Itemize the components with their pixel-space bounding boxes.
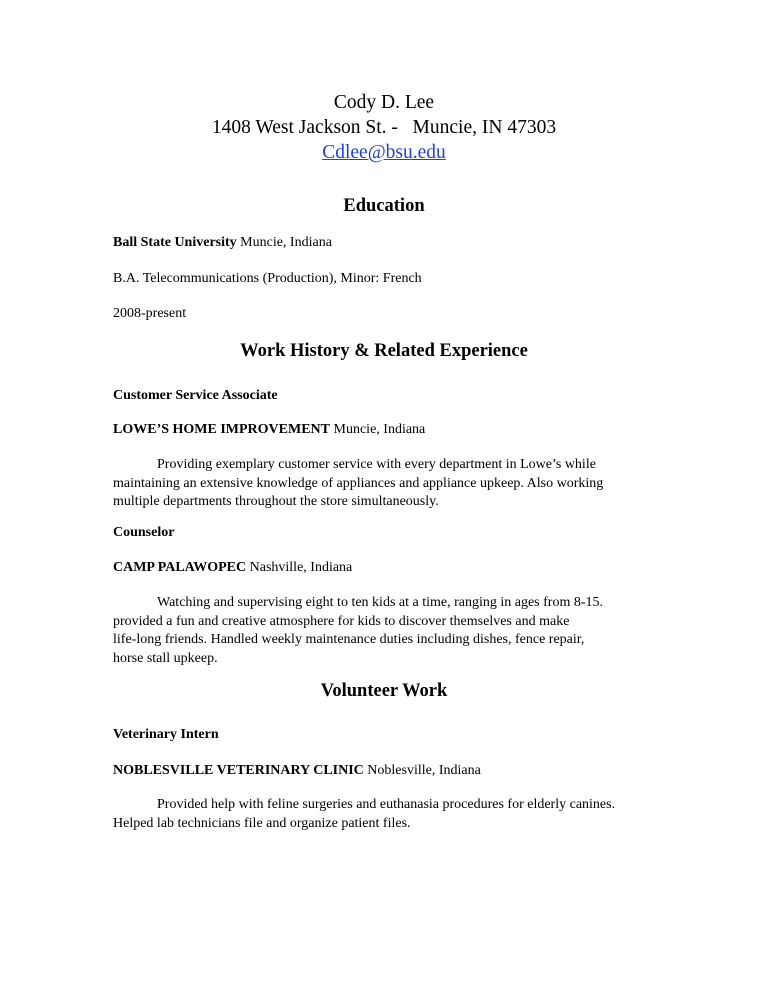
volunteer-description (113, 796, 658, 833)
education-degree: B.A. Telecommunications (Production), Minor: French (113, 271, 422, 286)
description-line: provided a fun and creative atmosphere for kids to discover themselves and make (113, 613, 570, 629)
education-school-line (113, 234, 332, 252)
description-line: life-long friends. Handled weekly maintenance duties including dishes, fence repair, (113, 632, 585, 648)
candidate-address: 1408 West Jackson St. - Muncie, IN 47303 (211, 117, 557, 138)
description-line: Provided help with feline surgeries and euthanasia procedures for elderly canines. (157, 797, 616, 812)
job-title: Customer Service Associate (113, 388, 278, 403)
employer-name: NOBLESVILLE VETERINARY CLINIC (113, 763, 364, 778)
job-employer-line (113, 559, 352, 577)
education-heading: Education (343, 196, 425, 216)
work-history-heading: Work History & Related Experience (240, 341, 528, 361)
education-dates: 2008-present (113, 306, 187, 321)
employer-name: LOWE’S HOME IMPROVEMENT (113, 422, 331, 437)
employer-location: Nashville, Indiana (246, 560, 353, 575)
job-title: Counselor (113, 525, 175, 540)
employer-name: CAMP PALAWOPEC (113, 560, 247, 575)
candidate-email-link[interactable]: Cdlee@bsu.edu (322, 142, 446, 163)
job-description (113, 594, 658, 669)
description-line: Watching and supervising eight to ten kids at a time, ranging in ages from 8-15. (157, 595, 603, 610)
description-line: Providing exemplary customer service with every department in Lowe’s while (157, 457, 596, 472)
volunteer-employer-line (113, 762, 481, 780)
job-description (113, 456, 658, 512)
school-name: Ball State University (113, 235, 237, 250)
description-line: horse stall upkeep. (113, 651, 218, 667)
description-line: multiple departments throughout the store simultaneously. (113, 494, 439, 510)
employer-location: Muncie, Indiana (330, 422, 426, 437)
employer-location: Noblesville, Indiana (363, 763, 481, 778)
candidate-name: Cody D. Lee (333, 92, 435, 113)
job-employer-line (113, 421, 425, 439)
volunteer-heading: Volunteer Work (320, 681, 448, 701)
school-location: Muncie, Indiana (236, 235, 332, 250)
description-line: maintaining an extensive knowledge of appliances and appliance upkeep. Also working (113, 475, 604, 491)
description-line: Helped lab technicians file and organize patient files. (113, 815, 411, 831)
volunteer-title: Veterinary Intern (113, 727, 219, 742)
contact-header (0, 90, 768, 165)
